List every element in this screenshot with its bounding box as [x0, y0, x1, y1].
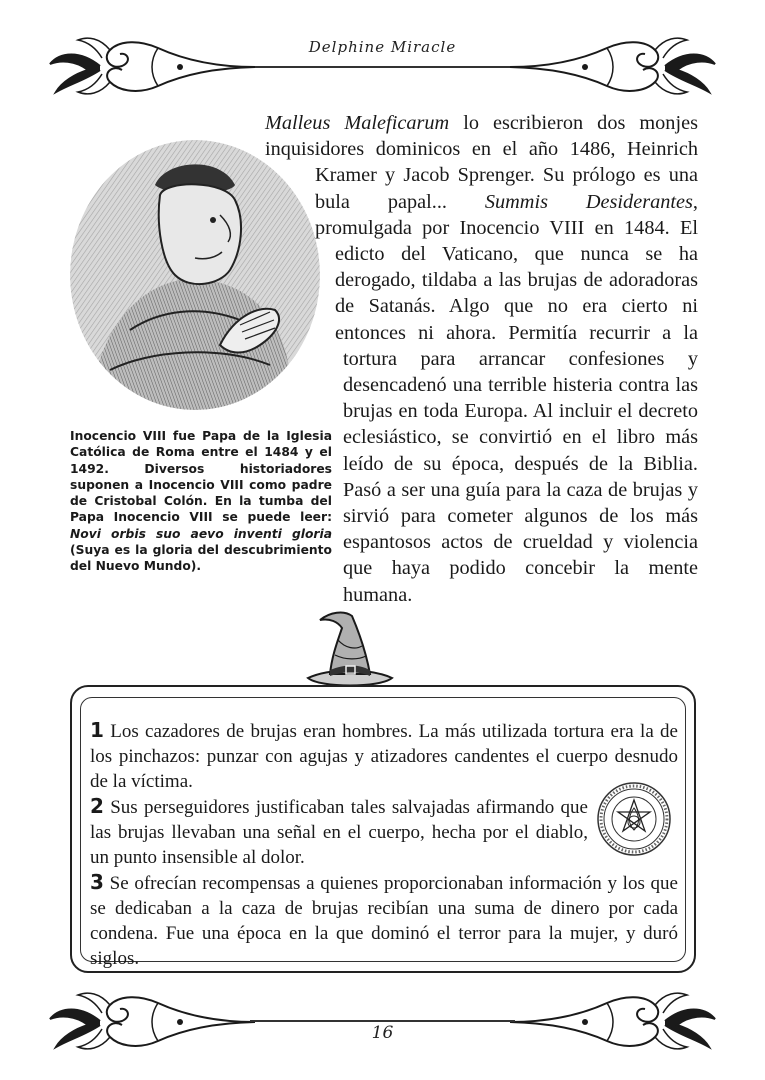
fact-text-1: Los cazadores de brujas eran hombres. La más utilizada tortura era la de los pinchazos: punzar con agujas y atizadores candentes el cuerpo desnudo de la víctima.: [90, 721, 678, 792]
fact-item-1: [90, 718, 678, 794]
main-text-run: lo escribieron dos monjes inquisidores dominicos en el año 1486, Heinrich Kramer y Jacob Sprenger. Su prólogo es una bula papal...: [265, 112, 698, 213]
footer-ornament-right: [505, 985, 725, 1055]
facts-list: [90, 718, 678, 971]
page-number: 16: [371, 1023, 394, 1043]
fact-text-3: Se ofrecían recompensas a quienes proporcionaban información y los que se dedicaban a la caza de brujas recibían una suma de dinero por cada condena. Fue una época en la que dominó el terror para la mujer, y duró siglos.: [90, 873, 678, 969]
caption-latin-quote: Novi orbis suo aevo inventi gloria: [70, 526, 332, 541]
running-header-author: Delphine Miracle: [308, 38, 457, 56]
fact-text-2: Sus perseguidores justificaban tales salvajadas afirmando que las brujas llevaban una señal en el cuerpo, hecha por el diablo, un punto insensible al dolor.: [90, 797, 588, 868]
main-text-run: , promulgada por Inocencio VIII en 1484. El edicto del Vaticano, que nunca se ha derogado, tildaba a las brujas de adoradoras de Satanás. Algo que no era cierto ni entonces ni ahora. Permitía recurrir a la tortura para arrancar confesiones y desencadenó una terrible histeria contra las brujas en toda Europa. Al incluir el decreto eclesiástico, se convirtió en el libro más leído de su época, después de la Biblia. Pasó a ser una guía para la caza de brujas y sirvió para cometer algunos de los más espantosos actos de crueldad y violencia que haya podido concebir la mente humana.: [315, 190, 698, 606]
caption-text-2: (Suya es la gloria del descubrimiento del Nuevo Mundo).: [70, 543, 332, 574]
main-text-italic-title: Summis Desiderantes: [484, 190, 693, 213]
header-ornament-left: [40, 30, 260, 100]
fact-item-3: [90, 870, 678, 971]
caption-text-1: Inocencio VIII fue Papa de la Iglesia Católica de Roma entre el 1484 y el 1492. Diversos historiadores suponen a Inocencio VIII como padre de Cristobal Colón. En la tumba del Papa Inocencio VIII se puede leer:: [70, 429, 332, 525]
header-rule: [250, 66, 515, 68]
witch-hat-icon: [300, 600, 400, 695]
main-text-italic-title: Malleus Maleficarum: [265, 112, 450, 134]
fact-number-2: 2: [90, 794, 104, 818]
fact-number-1: 1: [90, 718, 104, 742]
footer-ornament-left: [40, 985, 260, 1055]
fact-number-3: 3: [90, 870, 104, 894]
pentacle-icon: [595, 780, 673, 858]
header-ornament-right: [505, 30, 725, 100]
footer-rule: [250, 1020, 515, 1022]
portrait-caption: [70, 428, 332, 575]
